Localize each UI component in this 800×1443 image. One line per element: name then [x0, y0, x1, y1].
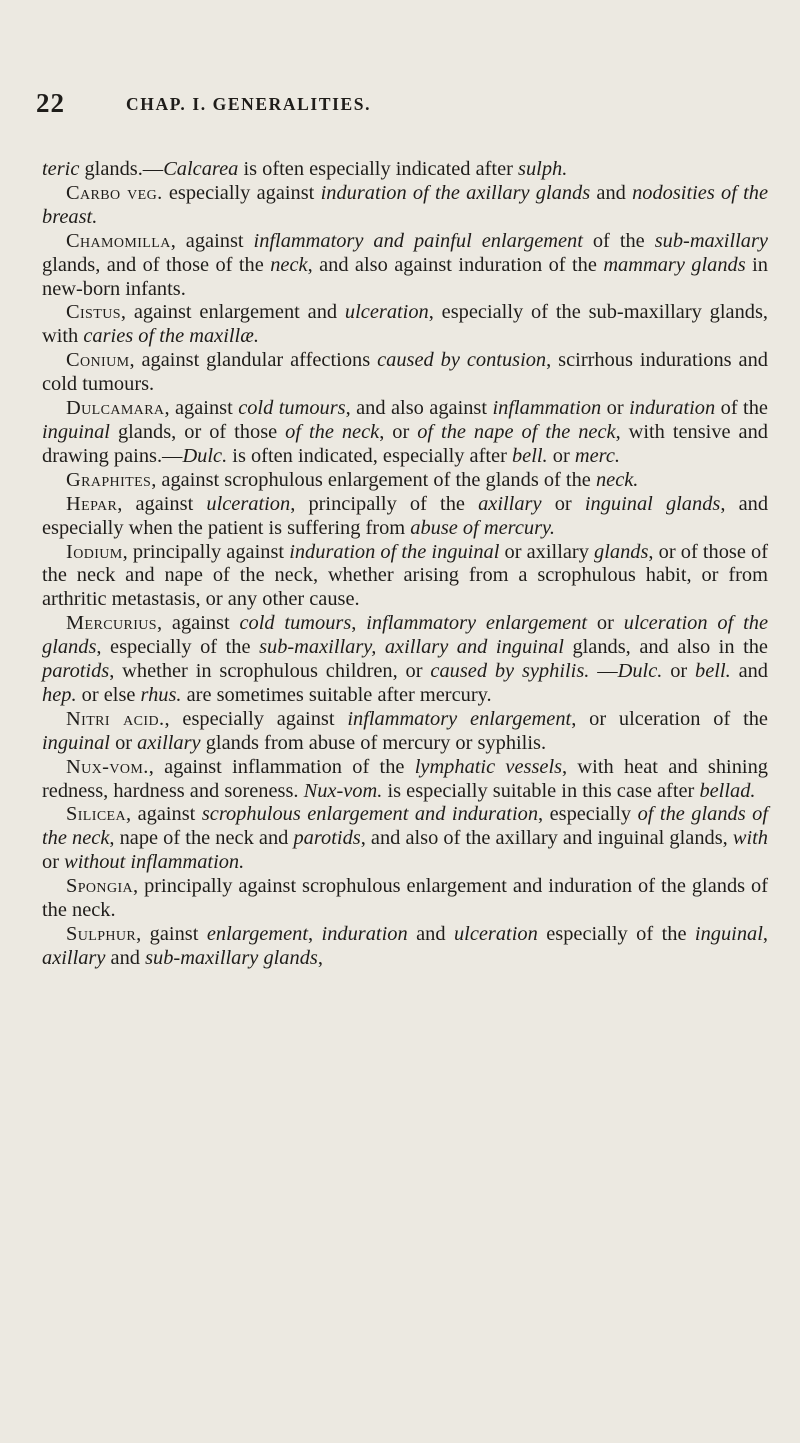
text-run: and — [730, 660, 769, 683]
italic-phrase: of the glands of the neck — [42, 803, 768, 850]
text-run: , or of those of the neck and nape of the neck, whether arising from a scrophulous habit, or from arthritic metastasis, or any other cause. — [42, 540, 768, 611]
italic-phrase: abuse of mercury. — [410, 516, 556, 539]
text-run: , and also of the axillary and inguinal glands, — [360, 827, 733, 850]
italic-phrase: ulceration — [206, 492, 291, 515]
italic-phrase: neck. — [595, 468, 639, 491]
remedy-paragraph — [42, 803, 768, 875]
italic-phrase: nodosities of the breast. — [42, 181, 769, 228]
italic-phrase: bell. — [695, 660, 731, 683]
remedy-name: Chamomilla — [66, 229, 171, 252]
italic-phrase: axillary — [478, 492, 542, 515]
remedy-paragraph — [42, 708, 768, 756]
remedy-name: Dulcamara — [66, 397, 165, 420]
text-run: , or — [379, 420, 418, 443]
italic-phrase: merc. — [574, 444, 620, 467]
italic-phrase: inguinal — [694, 923, 763, 945]
text-run: of the — [582, 229, 655, 252]
italic-phrase: inflammatory and painful enlargement — [253, 229, 583, 252]
italic-phrase: cold tumours — [238, 397, 346, 420]
italic-phrase: caries of the maxillæ. — [83, 325, 259, 348]
remedy-paragraph — [42, 493, 768, 541]
text-run: , principally against — [122, 540, 290, 563]
italic-phrase: inflammatory enlargement — [366, 612, 588, 635]
italic-phrase: ulceration of the glands — [42, 612, 768, 659]
text-run: and — [105, 946, 146, 969]
text-run: , principally of the — [290, 492, 479, 515]
italic-phrase: Dulc. — [182, 444, 228, 467]
text-run: , or ulceration of the — [571, 707, 768, 730]
text-run: , against — [117, 492, 207, 515]
remedy-name: Carbo veg. — [66, 181, 163, 204]
remedy-paragraph — [42, 182, 768, 230]
italic-phrase: parotids — [42, 660, 110, 683]
page-header — [36, 88, 766, 128]
text-run: , against — [156, 612, 240, 635]
text-run: glands, and also in the — [563, 636, 768, 659]
italic-phrase: inguinal glands — [584, 492, 721, 515]
remedy-name: Spongia — [66, 875, 134, 898]
text-run: especially of the — [537, 923, 695, 945]
italic-phrase: induration — [629, 397, 716, 420]
remedy-name: Iodium — [66, 540, 123, 563]
text-run: is often indicated, especially after — [227, 444, 512, 467]
italic-phrase: neck — [270, 253, 308, 276]
remedy-paragraph — [42, 612, 768, 708]
italic-phrase: lymphatic vessels — [414, 755, 563, 778]
text-run: is often especially indicated after — [238, 158, 519, 180]
text-run: or — [547, 444, 575, 467]
italic-phrase: induration of the axillary glands — [320, 181, 591, 204]
italic-phrase: induration of the inguinal — [289, 540, 500, 563]
italic-phrase: scrophulous enlargement and induration — [201, 803, 539, 826]
text-run: and — [407, 923, 454, 945]
remedy-name: Cistus — [66, 301, 121, 324]
text-run: of the — [715, 397, 768, 420]
text-run: , against enlargement and — [120, 301, 345, 324]
italic-phrase: Calcarea — [163, 158, 239, 180]
text-run: , — [308, 923, 322, 945]
italic-phrase: teric — [42, 158, 80, 180]
italic-phrase: cold tumours — [239, 612, 352, 635]
text-run: or — [601, 397, 630, 420]
text-run: especially against — [162, 181, 321, 204]
text-run: or — [42, 851, 65, 874]
italic-phrase: inflammation — [492, 397, 602, 420]
italic-phrase: axillary — [137, 731, 201, 754]
italic-phrase: bell. — [511, 444, 548, 467]
text-run: , against — [164, 397, 239, 420]
text-run: , and especially when the patient is suffering from — [42, 492, 769, 539]
italic-phrase: Dulc. — [617, 660, 663, 683]
text-run: — — [589, 660, 618, 683]
text-run: or — [662, 660, 696, 683]
text-run: , especially against — [164, 707, 348, 730]
text-run: , and also against induration of the — [307, 253, 604, 276]
text-run: glands, and of those of the — [42, 253, 271, 276]
text-run: , against inflammation of the — [148, 755, 415, 778]
text-run: or — [587, 612, 624, 635]
italic-phrase: parotids — [293, 827, 361, 850]
text-run: , — [762, 923, 769, 945]
remedy-paragraph — [42, 756, 768, 804]
italic-phrase: sub-maxillary, axillary and inguinal — [259, 636, 564, 659]
text-run: , against scrophulous enlargement of the glands of the — [151, 468, 596, 491]
text-run: is especially suitable in this case after — [382, 779, 700, 802]
continued-paragraph — [42, 158, 768, 182]
remedy-name: Mercurius — [66, 612, 157, 635]
remedy-name: Hepar — [66, 492, 118, 515]
text-run: glands from abuse of mercury or syphilis. — [200, 731, 547, 754]
text-run: , against glandular affections — [129, 349, 378, 372]
italic-phrase: axillary — [42, 946, 106, 969]
remedy-paragraph — [42, 541, 768, 613]
italic-phrase: inguinal — [42, 731, 110, 754]
text-run: glands.— — [79, 158, 164, 180]
italic-phrase: ulceration — [344, 301, 429, 324]
text-run: or axillary — [499, 540, 595, 563]
italic-phrase: with — [732, 827, 768, 850]
italic-phrase: enlargement — [206, 923, 308, 945]
text-run: , — [351, 612, 367, 635]
italic-phrase: rhus. — [140, 683, 182, 706]
italic-phrase: sub-maxillary glands — [145, 946, 318, 969]
text-run: , gainst — [136, 923, 207, 945]
italic-phrase: sulph. — [518, 158, 568, 180]
page-number: 22 — [36, 88, 65, 118]
text-run: glands, or of those — [109, 420, 286, 443]
remedy-paragraph — [42, 923, 768, 971]
text-run: , especially of the — [96, 636, 260, 659]
text-run: or — [541, 492, 585, 515]
remedy-name: Nitri acid. — [66, 707, 165, 730]
remedy-name: Silicea — [66, 803, 127, 826]
text-run: , with heat and shining redness, hardness and soreness. — [42, 755, 768, 802]
italic-phrase: bellad. — [699, 779, 756, 802]
remedy-name: Nux-vom. — [66, 755, 149, 778]
text-run: , and also against — [345, 397, 493, 420]
text-run: , whether in scrophulous children, or — [109, 660, 431, 683]
text-run: in new-born infants. — [42, 253, 768, 300]
text-run: , scirrhous indurations and cold tumours. — [42, 349, 768, 396]
remedy-paragraph — [42, 397, 768, 469]
italic-phrase: sub-maxillary — [654, 229, 768, 252]
body-text — [42, 158, 768, 971]
running-head: CHAP. I. GENERALITIES. — [126, 94, 372, 114]
remedy-paragraph — [42, 469, 768, 493]
text-run: , — [317, 946, 323, 969]
italic-phrase: of the neck — [285, 420, 380, 443]
text-run: or else — [76, 683, 141, 706]
text-run: , against — [126, 803, 202, 826]
italic-phrase: of the nape of the neck — [417, 420, 616, 443]
italic-phrase: induration — [321, 923, 408, 945]
text-run: , with tensive and drawing pains.— — [42, 420, 768, 467]
text-run: are sometimes suitable after mercury. — [181, 683, 492, 706]
remedy-name: Conium — [66, 349, 130, 372]
text-run: , principally against scrophulous enlargement and induration of the glands of the neck. — [42, 875, 768, 922]
italic-phrase: ulceration — [453, 923, 538, 945]
text-run: , nape of the neck and — [109, 827, 294, 850]
italic-phrase: glands — [594, 540, 649, 563]
text-run: , especially of the sub-maxillary glands, with — [42, 301, 768, 348]
text-run: , especially — [538, 803, 638, 826]
remedy-paragraph — [42, 349, 768, 397]
remedy-paragraph — [42, 875, 768, 923]
italic-phrase: mammary glands — [603, 253, 746, 276]
remedy-name: Graphites — [66, 468, 152, 491]
italic-phrase: inguinal — [42, 420, 110, 443]
italic-phrase: inflammatory enlargement — [347, 707, 572, 730]
italic-phrase: hep. — [42, 683, 77, 706]
remedy-name: Sulphur — [66, 923, 137, 945]
italic-phrase: Nux-vom. — [303, 779, 383, 802]
italic-phrase: caused by syphilis. — [430, 660, 590, 683]
text-run: or — [109, 731, 138, 754]
italic-phrase: caused by contusion — [377, 349, 547, 372]
text-run: , against — [170, 229, 254, 252]
remedy-paragraph — [42, 301, 768, 349]
text-run: and — [590, 181, 633, 204]
remedy-paragraph — [42, 230, 768, 302]
italic-phrase: without inflammation. — [64, 851, 245, 874]
